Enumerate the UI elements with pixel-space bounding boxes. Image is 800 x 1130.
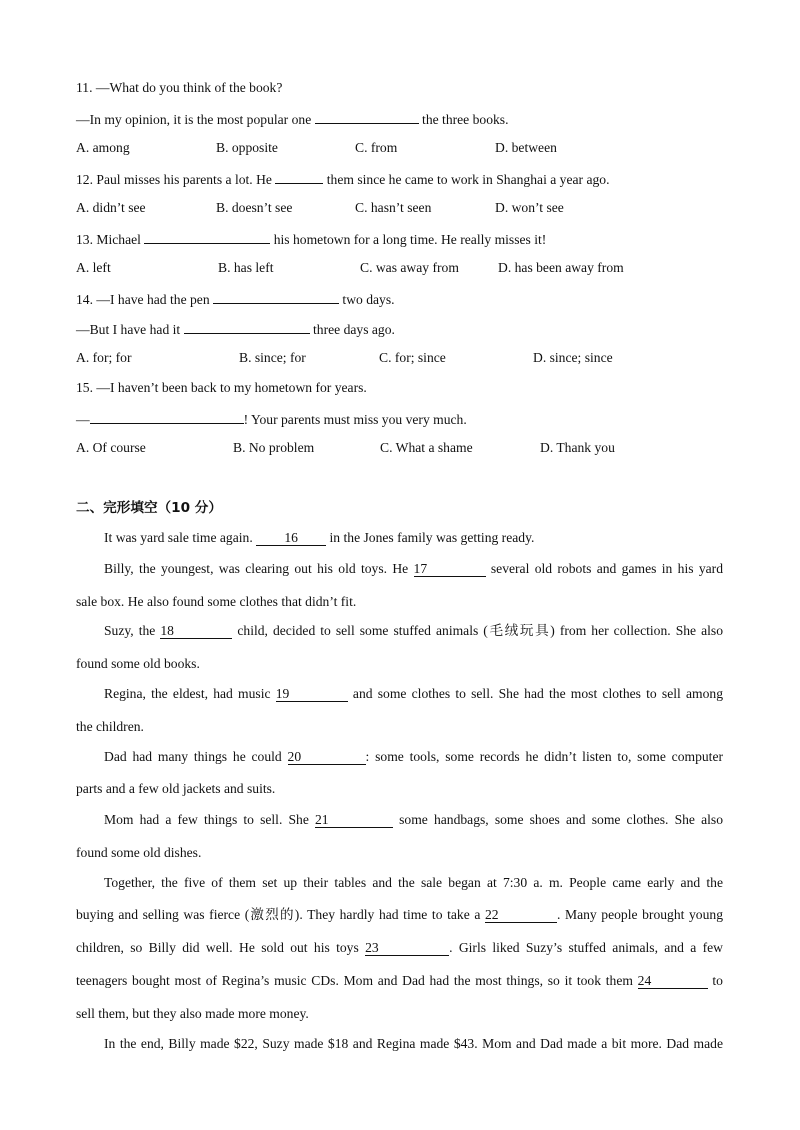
q14-text-b: two days. bbox=[339, 292, 395, 307]
q11-option-a[interactable]: A. among bbox=[76, 140, 130, 155]
q14-text-a: 14. —I have had the pen bbox=[76, 292, 214, 307]
blank-20[interactable]: 20 bbox=[288, 749, 366, 765]
q11-option-b[interactable]: B. opposite bbox=[216, 140, 278, 155]
q14-option-a[interactable]: A. for; for bbox=[76, 350, 132, 365]
cloze-p1 bbox=[104, 529, 534, 547]
q11-option-d[interactable]: D. between bbox=[495, 140, 557, 155]
q15-line2 bbox=[76, 409, 467, 429]
q15-option-c[interactable]: C. What a shame bbox=[380, 440, 473, 455]
blank-17[interactable]: 17 bbox=[414, 561, 486, 577]
q14-line2 bbox=[76, 319, 395, 339]
p3-text-a: Suzy, the bbox=[104, 623, 161, 638]
cloze-p7-line3 bbox=[76, 939, 723, 957]
p6-text-a: Mom had a few things to sell. She bbox=[104, 812, 315, 827]
cloze-p6-line2: found some old dishes. bbox=[76, 845, 202, 860]
cloze-p7-line5: sell them, but they also made more money. bbox=[76, 1006, 309, 1021]
p2-text-b: several old robots and games in his yard bbox=[485, 561, 723, 576]
q12-option-a[interactable]: A. didn’t see bbox=[76, 200, 146, 215]
q15-stem: 15. —I haven’t been back to my hometown for years. bbox=[76, 380, 367, 395]
q14-option-c[interactable]: C. for; since bbox=[379, 350, 446, 365]
q13-blank[interactable] bbox=[144, 229, 270, 244]
q12-text-a: 12. Paul misses his parents a lot. He bbox=[76, 172, 276, 187]
cloze-p4-line2: the children. bbox=[76, 719, 144, 734]
q14-option-d[interactable]: D. since; since bbox=[533, 350, 613, 365]
q12-stem bbox=[76, 169, 610, 189]
cloze-p2-line1 bbox=[104, 560, 723, 578]
q11-stem: 11. —What do you think of the book? bbox=[76, 80, 283, 95]
q12-option-c[interactable]: C. hasn’t seen bbox=[355, 200, 432, 215]
q14-blank-2[interactable] bbox=[184, 319, 310, 334]
q15-option-d[interactable]: D. Thank you bbox=[540, 440, 615, 455]
q13-option-c[interactable]: C. was away from bbox=[360, 260, 459, 275]
q14-text-c: —But I have had it bbox=[76, 322, 184, 337]
q15-option-a[interactable]: A. Of course bbox=[76, 440, 146, 455]
q13-text-a: 13. Michael bbox=[76, 232, 145, 247]
p1-text-a: It was yard sale time again. bbox=[104, 530, 257, 545]
cloze-p5-line1 bbox=[104, 748, 723, 766]
cloze-p3-line1 bbox=[104, 622, 723, 640]
q13-option-d[interactable]: D. has been away from bbox=[498, 260, 624, 275]
cloze-p6-line1 bbox=[104, 811, 723, 829]
q15-text-b: ! Your parents must miss you very much. bbox=[243, 412, 467, 427]
p4-text-a: Regina, the eldest, had music bbox=[104, 686, 276, 701]
q14-stem bbox=[76, 289, 395, 309]
q14-blank-1[interactable] bbox=[213, 289, 339, 304]
q12-option-b[interactable]: B. doesn’t see bbox=[216, 200, 293, 215]
cloze-p8-line1: In the end, Billy made $22, Suzy made $18 and Regina made $43. Mom and Dad made a bit more. Dad made bbox=[104, 1036, 723, 1051]
section-heading: 二、完形填空（10 分） bbox=[76, 500, 222, 516]
blank-19[interactable]: 19 bbox=[276, 686, 348, 702]
q11-line2 bbox=[76, 109, 509, 129]
p1-text-b: in the Jones family was getting ready. bbox=[326, 530, 535, 545]
blank-24[interactable]: 24 bbox=[638, 973, 708, 989]
q12-text-b: them since he came to work in Shanghai a year ago. bbox=[323, 172, 610, 187]
cloze-p5-line2: parts and a few old jackets and suits. bbox=[76, 781, 276, 796]
q11-text-a: —In my opinion, it is the most popular one bbox=[76, 112, 315, 127]
p2-text-a: Billy, the youngest, was clearing out his old toys. He bbox=[104, 561, 414, 576]
q13-text-b: his hometown for a long time. He really misses it! bbox=[270, 232, 547, 247]
q15-blank[interactable] bbox=[90, 409, 244, 424]
blank-18[interactable]: 18 bbox=[160, 623, 232, 639]
p3-text-b: child, decided to sell some stuffed animals (毛绒玩具) from her collection. She also bbox=[232, 623, 724, 638]
blank-21[interactable]: 21 bbox=[315, 812, 393, 828]
p7-text-c: . Many people brought young bbox=[556, 907, 723, 922]
cloze-p3-line2: found some old books. bbox=[76, 656, 200, 671]
q11-text-b: the three books. bbox=[418, 112, 509, 127]
p5-text-b: : some tools, some records he didn’t listen to, some computer bbox=[365, 749, 724, 764]
p7-text-f: teenagers bought most of Regina’s music CDs. Mom and Dad had the most things, so it took them bbox=[76, 973, 638, 988]
q14-text-d: three days ago. bbox=[309, 322, 395, 337]
q15-text-a: — bbox=[76, 412, 90, 427]
q14-option-b[interactable]: B. since; for bbox=[239, 350, 306, 365]
q11-blank[interactable] bbox=[315, 109, 419, 124]
p4-text-b: and some clothes to sell. She had the most clothes to sell among bbox=[347, 686, 723, 701]
cloze-p7-line4 bbox=[76, 972, 723, 990]
cloze-p4-line1 bbox=[104, 685, 723, 703]
p5-text-a: Dad had many things he could bbox=[104, 749, 288, 764]
q13-option-b[interactable]: B. has left bbox=[218, 260, 274, 275]
q15-option-b[interactable]: B. No problem bbox=[233, 440, 315, 455]
p6-text-b: some handbags, some shoes and some clothes. She also bbox=[393, 812, 723, 827]
blank-23[interactable]: 23 bbox=[365, 940, 449, 956]
q13-stem bbox=[76, 229, 546, 249]
p7-text-d: children, so Billy did well. He sold out his toys bbox=[76, 940, 366, 955]
q12-blank[interactable] bbox=[275, 169, 323, 184]
p7-text-e: . Girls liked Suzy’s stuffed animals, and a few bbox=[449, 940, 723, 955]
cloze-p2-line2: sale box. He also found some clothes that didn’t fit. bbox=[76, 594, 357, 609]
blank-22[interactable]: 22 bbox=[485, 907, 557, 923]
q11-option-c[interactable]: C. from bbox=[355, 140, 398, 155]
q13-option-a[interactable]: A. left bbox=[76, 260, 111, 275]
cloze-p7-line2 bbox=[76, 906, 723, 924]
blank-16[interactable]: 16 bbox=[256, 530, 326, 546]
p7-text-g: to bbox=[707, 973, 723, 988]
cloze-p7-line1: Together, the five of them set up their tables and the sale began at 7:30 a. m. People came early and the bbox=[104, 875, 723, 890]
q12-option-d[interactable]: D. won’t see bbox=[495, 200, 564, 215]
p7-text-b: buying and selling was fierce (激烈的). They hardly had time to take a bbox=[76, 907, 485, 922]
